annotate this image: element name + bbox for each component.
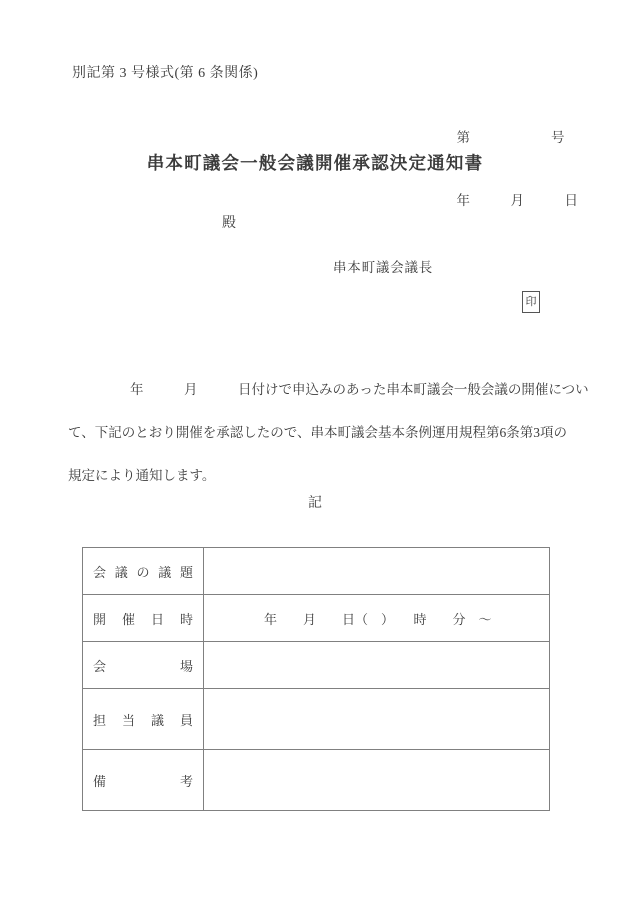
row-value-datetime[interactable]: 年 月 日（ ） 時 分 〜 xyxy=(204,595,550,642)
body-line: 年 月 日付けで申込みのあった串本町議会一般会議の開催につい xyxy=(130,382,589,397)
row-label-remarks: 備考 xyxy=(83,750,204,811)
row-label-agenda: 会議の議題 xyxy=(83,548,204,595)
body-text xyxy=(68,368,589,497)
table-row xyxy=(83,689,550,750)
body-line: て、下記のとおり開催を承認したので、串本町議会基本条例運用規程第6条第3項の xyxy=(68,425,567,440)
table-row xyxy=(83,548,550,595)
table-row xyxy=(83,595,550,642)
form-number: 別記第 3 号様式(第 6 条関係) xyxy=(72,66,259,81)
issuer-name: 串本町議会議長 xyxy=(333,260,434,275)
document-date-field: 年 月 日 xyxy=(456,193,578,208)
row-label-venue: 会場 xyxy=(83,642,204,689)
addressee-honorific: 殿 xyxy=(222,216,236,231)
table-row xyxy=(83,642,550,689)
table-row xyxy=(83,750,550,811)
row-value-member[interactable] xyxy=(204,689,550,750)
page-title: 串本町議会一般会議開催承認決定通知書 xyxy=(146,153,484,173)
document-number-field: 第 号 xyxy=(456,130,565,145)
row-label-datetime: 開催日時 xyxy=(83,595,204,642)
row-label-member: 担当議員 xyxy=(83,689,204,750)
row-value-venue[interactable] xyxy=(204,642,550,689)
meeting-details-table xyxy=(82,547,550,811)
row-value-remarks[interactable] xyxy=(204,750,550,811)
kigo-marker: 記 xyxy=(308,496,322,511)
body-line: 規定により通知します。 xyxy=(68,468,216,483)
row-value-agenda[interactable] xyxy=(204,548,550,595)
seal-stamp-icon: 印 xyxy=(522,291,540,313)
